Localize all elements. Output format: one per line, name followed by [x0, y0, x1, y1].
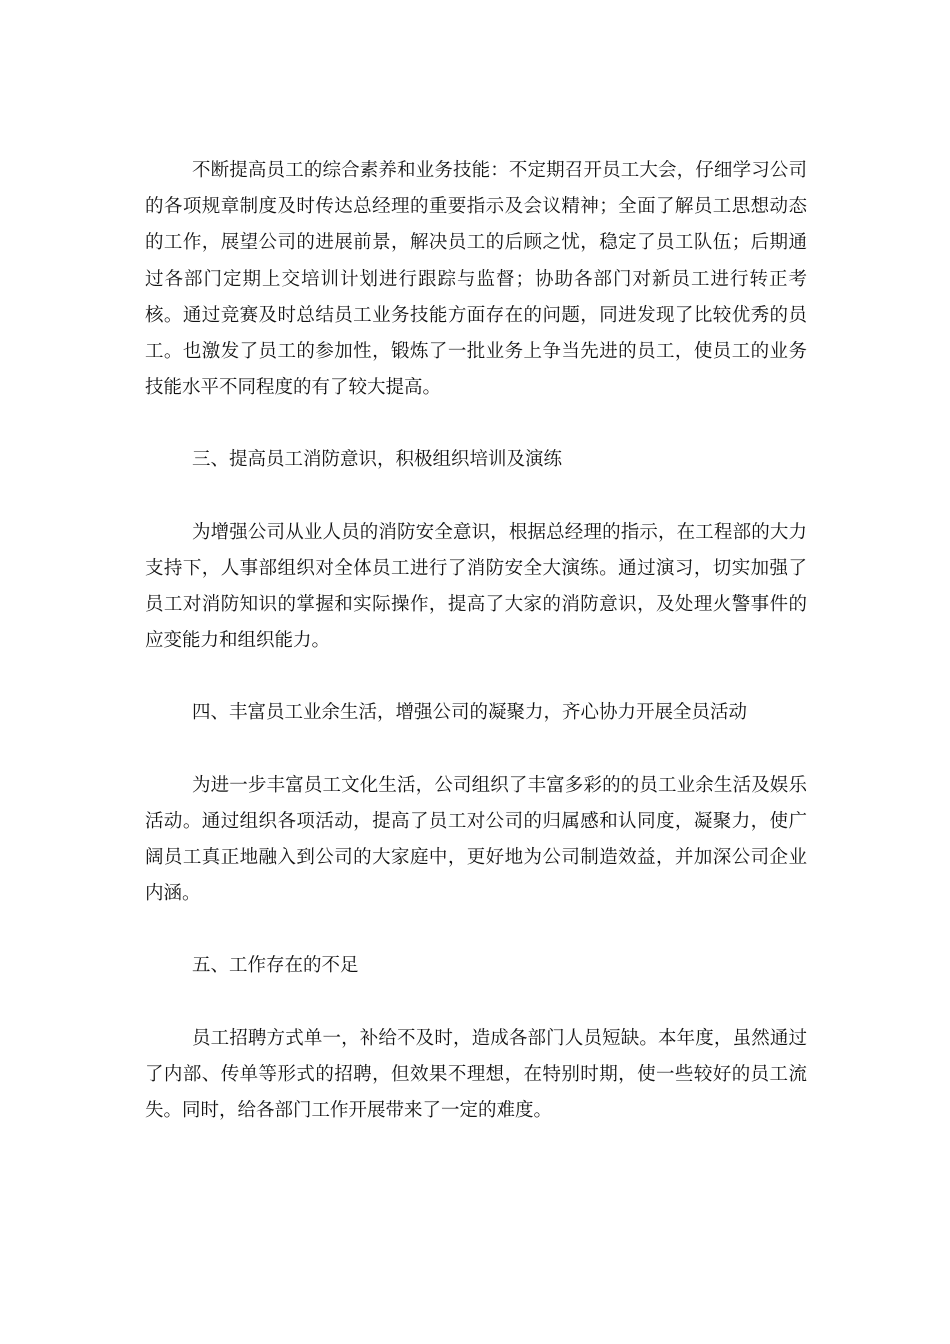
paragraph-employee-activities: 为进一步丰富员工文化生活，公司组织了丰富多彩的的员工业余生活及娱乐活动。通过组织各项活动，提高了员工对公司的归属感和认同度，凝聚力，使广阔员工真正地融入到公司的大家庭中，更好地为公司制造效益，并加深公司企业内涵。	[145, 774, 807, 905]
document-body	[145, 153, 807, 1129]
spacer	[145, 479, 807, 515]
heading-employee-activities: 四、丰富员工业余生活，增强公司的凝聚力，齐心协力开展全员活动	[192, 702, 748, 724]
spacer	[145, 912, 807, 948]
heading-shortcomings: 五、工作存在的不足	[192, 955, 359, 977]
spacer	[145, 659, 807, 695]
paragraph-fire-safety: 为增强公司从业人员的消防安全意识，根据总经理的指示，在工程部的大力支持下，人事部组织对全体员工进行了消防安全大演练。通过演习，切实加强了员工对消防知识的掌握和实际操作，提高了大家的消防意识，及处理火警事件的应变能力和组织能力。	[145, 521, 807, 652]
paragraph-shortcomings: 员工招聘方式单一，补给不及时，造成各部门人员短缺。本年度，虽然通过了内部、传单等形式的招聘，但效果不理想，在特别时期，使一些较好的员工流失。同时，给各部门工作开展带来了一定的难度。	[145, 1027, 807, 1122]
spacer	[145, 732, 807, 768]
paragraph-skills-training: 不断提高员工的综合素养和业务技能：不定期召开员工大会，仔细学习公司的各项规章制度及时传达总经理的重要指示及会议精神；全面了解员工思想动态的工作，展望公司的进展前景，解决员工的后顾之忧，稳定了员工队伍；后期通过各部门定期上交培训计划进行跟踪与监督；协助各部门对新员工进行转正考核。通过竞赛及时总结员工业务技能方面存在的问题，同进发现了比较优秀的员工。也激发了员工的参加性，锻炼了一批业务上争当先进的员工，使员工的业务技能水平不同程度的有了较大提高。	[145, 160, 807, 399]
spacer	[145, 406, 807, 442]
heading-fire-safety: 三、提高员工消防意识，积极组织培训及演练	[192, 449, 563, 471]
spacer	[145, 985, 807, 1021]
